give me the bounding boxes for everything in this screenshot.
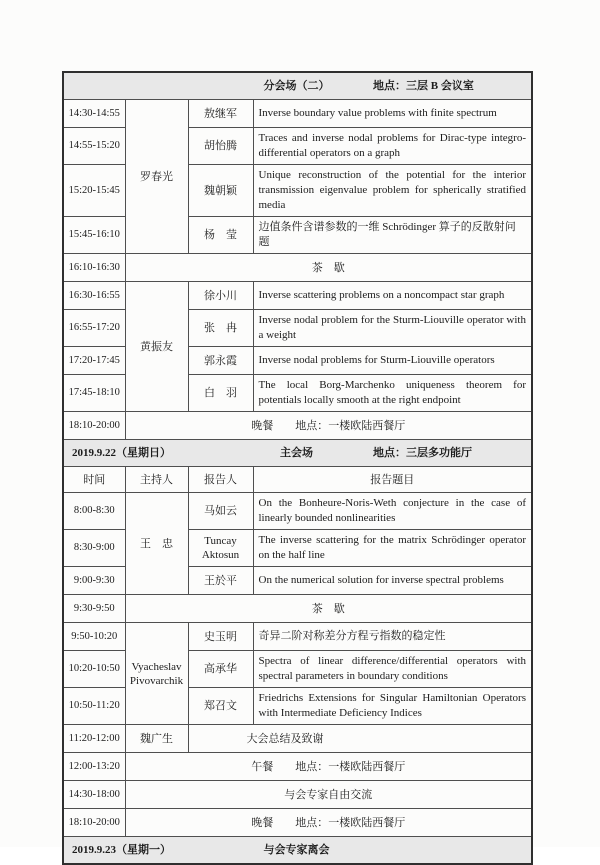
time-cell: 14:30-14:55 [63,100,125,128]
time-cell: 9:00-9:30 [63,567,125,595]
band-location: 地点：三层 B 会议室 [373,80,474,92]
band-title: 主会场 [280,447,313,459]
free-discussion-cell: 与会专家自由交流 [125,781,532,809]
time-cell: 8:00-8:30 [63,493,125,530]
speaker-cell: 郑召文 [188,688,253,725]
col-header-time: 时间 [63,467,125,493]
speaker-cell: 张 冉 [188,310,253,347]
time-cell: 9:50-10:20 [63,623,125,651]
col-header-speaker: 报告人 [188,467,253,493]
time-cell: 10:20-10:50 [63,651,125,688]
title-cell: Friedrichs Extensions for Singular Hamiltonian Operators with Intermediate Deficiency Indices [253,688,532,725]
meal-cell: 晚餐 地点：一楼欧陆西餐厅 [125,809,532,837]
time-cell: 14:30-18:00 [63,781,125,809]
band-location: 地点：三层多功能厅 [373,447,472,459]
table-row [63,282,532,310]
speaker-cell: 白 羽 [188,375,253,412]
closing-row [63,725,532,753]
time-cell: 18:10-20:00 [63,809,125,837]
time-cell: 17:45-18:10 [63,375,125,412]
col-header-chair: 主持人 [125,467,188,493]
speaker-cell: 胡怡腾 [188,128,253,165]
time-cell: 11:20-12:00 [63,725,125,753]
chair-cell: 罗春光 [125,100,188,254]
tea-break-row [63,254,532,282]
title-cell: Spectra of linear difference/differential operators with spectral parameters in boundary conditions [253,651,532,688]
speaker-cell: 马如云 [188,493,253,530]
table-row [63,100,532,128]
speaker-cell: 杨 莹 [188,217,253,254]
session-b-band-cell [63,72,532,100]
band-title: 与会专家离会 [263,844,330,856]
chair-cell: Vyacheslav Pivovarchik [125,623,188,725]
tea-break-cell: 茶 歇 [125,595,532,623]
time-cell: 10:50-11:20 [63,688,125,725]
meal-cell: 晚餐 地点：一楼欧陆西餐厅 [125,412,532,440]
time-cell: 15:20-15:45 [63,165,125,217]
title-cell: Inverse scattering problems on a noncompact star graph [253,282,532,310]
speaker-cell: 王於平 [188,567,253,595]
time-cell: 16:30-16:55 [63,282,125,310]
title-cell: Unique reconstruction of the potential for the interior transmission eigenvalue problem for spherically stratified media [253,165,532,217]
table-row [63,493,532,530]
title-cell: On the Bonheure-Noris-Weth conjecture in the case of linearly bounded nonlinearities [253,493,532,530]
schedule-table [62,71,533,865]
tea-break-cell: 茶 歇 [125,254,532,282]
time-cell: 12:00-13:20 [63,753,125,781]
time-cell: 16:10-16:30 [63,254,125,282]
time-cell: 15:45-16:10 [63,217,125,254]
main-session-band-cell [63,440,532,467]
speaker-cell: 郭永霞 [188,347,253,375]
band-date: 2019.9.23（星期一） [72,844,171,856]
time-cell: 17:20-17:45 [63,347,125,375]
meal-row [63,412,532,440]
speaker-cell: Tuncay Aktosun [188,530,253,567]
title-cell: The inverse scattering for the matrix Schrödinger operator on the half line [253,530,532,567]
meal-row [63,753,532,781]
table-row [63,623,532,651]
band-title: 分会场（二） [263,80,330,92]
tea-break-row [63,595,532,623]
title-cell: Inverse boundary value problems with finite spectrum [253,100,532,128]
title-cell: 边值条件含谱参数的一维 Schrödinger 算子的反散射问题 [253,217,532,254]
summary-cell: 大会总结及致谢 [188,725,532,753]
time-cell: 14:55-15:20 [63,128,125,165]
time-cell: 8:30-9:00 [63,530,125,567]
meal-row [63,809,532,837]
title-cell: Inverse nodal problems for Sturm-Liouville operators [253,347,532,375]
free-discussion-row [63,781,532,809]
speaker-cell: 高承华 [188,651,253,688]
title-cell: 奇异二阶对称差分方程亏指数的稳定性 [253,623,532,651]
speaker-cell: 徐小川 [188,282,253,310]
title-cell: The local Borg-Marchenko uniqueness theorem for potentials locally smooth at the right endpoint [253,375,532,412]
chair-cell: 王 忠 [125,493,188,595]
time-cell: 16:55-17:20 [63,310,125,347]
speaker-cell: 敖继军 [188,100,253,128]
main-session-band-row [63,440,532,467]
time-cell: 9:30-9:50 [63,595,125,623]
speaker-cell: 魏朝颖 [188,165,253,217]
title-cell: Inverse nodal problem for the Sturm-Liouville operator with a weight [253,310,532,347]
departure-band-row [63,837,532,865]
col-header-title: 报告题目 [253,467,532,493]
time-cell: 18:10-20:00 [63,412,125,440]
column-header-row [63,467,532,493]
title-cell: Traces and inverse nodal problems for Dirac-type integro-differential operators on a graph [253,128,532,165]
title-cell: On the numerical solution for inverse spectral problems [253,567,532,595]
chair-cell: 黄振友 [125,282,188,412]
band-date: 2019.9.22（星期日） [72,447,171,459]
chair-cell: 魏广生 [125,725,188,753]
session-b-band-row [63,72,532,100]
speaker-cell: 史玉明 [188,623,253,651]
meal-cell: 午餐 地点：一楼欧陆西餐厅 [125,753,532,781]
departure-band-cell [63,837,532,865]
